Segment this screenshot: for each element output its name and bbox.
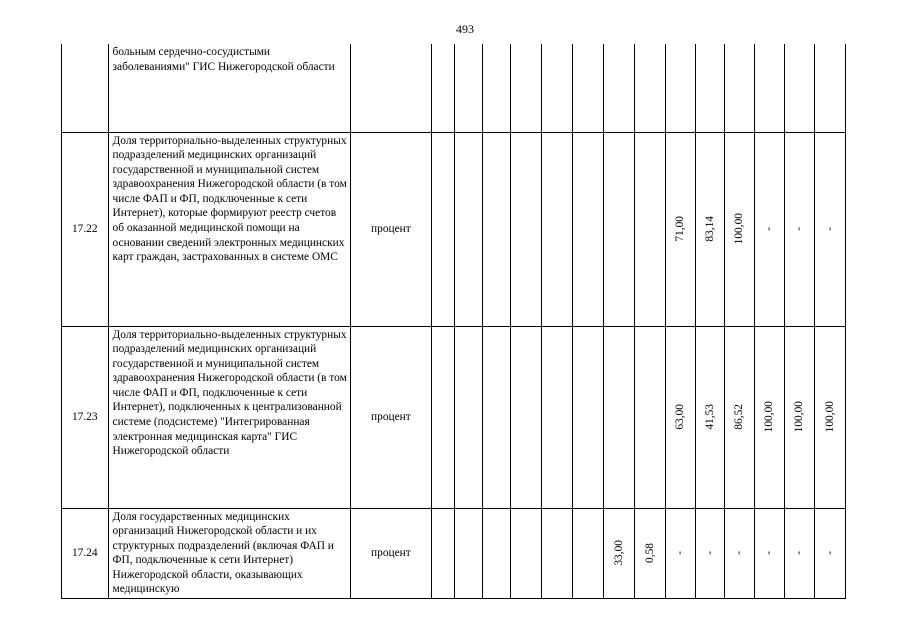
value-cell [510, 508, 541, 598]
value-text: 41,53 [703, 404, 716, 430]
value-cell [482, 44, 510, 132]
value-cell [754, 44, 784, 132]
value-text: - [733, 551, 746, 555]
indicator-name-cell: Доля территориально-выделенных структурных подразделений медицинских организаций государственной и муниципальной систем здравоохранения Нижегородской области (в том числе ФАП и ФП, подключенные к сети Интернет), подключенных к централизованной системе (подсистеме) "Интегрированная электронная медицинская карта" ГИС Нижегородской области [108, 326, 350, 508]
value-cell [603, 326, 634, 508]
value-text: 100,00 [793, 401, 806, 433]
value-cell [455, 44, 483, 132]
value-cell [754, 326, 784, 508]
value-text: - [674, 551, 687, 555]
indicator-name-cell: Доля государственных медицинских организаций Нижегородской области и их структурных подразделений (включая ФАП и ФП, подключенные к сети Интернет) Нижегородской области, оказывающих медицинскую [108, 508, 350, 598]
value-cell [455, 508, 483, 598]
value-cell [634, 508, 665, 598]
value-cell [695, 326, 724, 508]
value-text: - [823, 551, 836, 555]
value-text: 100,00 [733, 213, 746, 245]
value-cell [510, 44, 541, 132]
row-number-cell [62, 44, 109, 132]
value-cell [572, 132, 603, 326]
table-row [62, 132, 846, 326]
empty-cell [432, 44, 455, 132]
value-text: 71,00 [674, 216, 687, 242]
value-text: - [793, 551, 806, 555]
value-cell [541, 326, 572, 508]
value-cell [724, 326, 754, 508]
value-text: - [793, 227, 806, 231]
value-cell [695, 44, 724, 132]
value-cell [603, 44, 634, 132]
unit-cell: процент [350, 132, 432, 326]
value-cell [541, 44, 572, 132]
value-cell [814, 44, 845, 132]
unit-cell [350, 44, 432, 132]
value-cell [665, 326, 695, 508]
value-cell [634, 44, 665, 132]
value-cell [572, 508, 603, 598]
value-cell [784, 508, 814, 598]
value-text: 100,00 [763, 401, 776, 433]
table-row [62, 326, 846, 508]
empty-cell [432, 326, 455, 508]
value-cell [482, 132, 510, 326]
value-cell [510, 132, 541, 326]
value-cell [510, 326, 541, 508]
value-cell [695, 508, 724, 598]
value-text: 33,00 [612, 540, 625, 566]
value-text: 100,00 [823, 401, 836, 433]
value-cell [603, 132, 634, 326]
value-cell [665, 44, 695, 132]
value-cell [572, 326, 603, 508]
value-cell [784, 132, 814, 326]
indicators-table [61, 44, 846, 599]
value-cell [724, 508, 754, 598]
row-number-cell: 17.22 [62, 132, 109, 326]
value-cell [754, 508, 784, 598]
value-cell [482, 508, 510, 598]
value-cell [665, 508, 695, 598]
value-cell [814, 132, 845, 326]
value-text: 63,00 [674, 404, 687, 430]
value-cell [455, 132, 483, 326]
value-cell [665, 132, 695, 326]
value-text: - [703, 551, 716, 555]
row-number-cell: 17.24 [62, 508, 109, 598]
value-cell [541, 132, 572, 326]
value-cell [455, 326, 483, 508]
value-cell [482, 326, 510, 508]
unit-cell: процент [350, 508, 432, 598]
value-cell [724, 44, 754, 132]
value-cell [724, 132, 754, 326]
indicator-name-cell: больным сердечно-сосудистыми заболеваниями" ГИС Нижегородской области [108, 44, 350, 132]
value-cell [784, 44, 814, 132]
value-text: 83,14 [703, 216, 716, 242]
value-cell [541, 508, 572, 598]
value-text: 86,52 [733, 404, 746, 430]
value-cell [603, 508, 634, 598]
value-cell [814, 508, 845, 598]
row-number-cell: 17.23 [62, 326, 109, 508]
value-cell [634, 132, 665, 326]
value-cell [754, 132, 784, 326]
value-cell [634, 326, 665, 508]
value-cell [784, 326, 814, 508]
value-text: - [763, 551, 776, 555]
value-cell [695, 132, 724, 326]
indicator-name-cell: Доля территориально-выделенных структурных подразделений медицинских организаций государственной и муниципальной систем здравоохранения Нижегородской области (в том числе ФАП и ФП, подключенные к сети Интернет), которые формируют реестр счетов об оказанной медицинской помощи на основании сведений электронных медицинских карт граждан, застрахованных в системе ОМС [108, 132, 350, 326]
unit-cell: процент [350, 326, 432, 508]
table-row [62, 508, 846, 598]
page-number: 493 [456, 22, 474, 36]
value-cell [572, 44, 603, 132]
value-text: - [823, 227, 836, 231]
value-text: - [763, 227, 776, 231]
empty-cell [432, 508, 455, 598]
value-text: 0,58 [643, 543, 656, 563]
value-cell [814, 326, 845, 508]
empty-cell [432, 132, 455, 326]
table-row [62, 44, 846, 132]
